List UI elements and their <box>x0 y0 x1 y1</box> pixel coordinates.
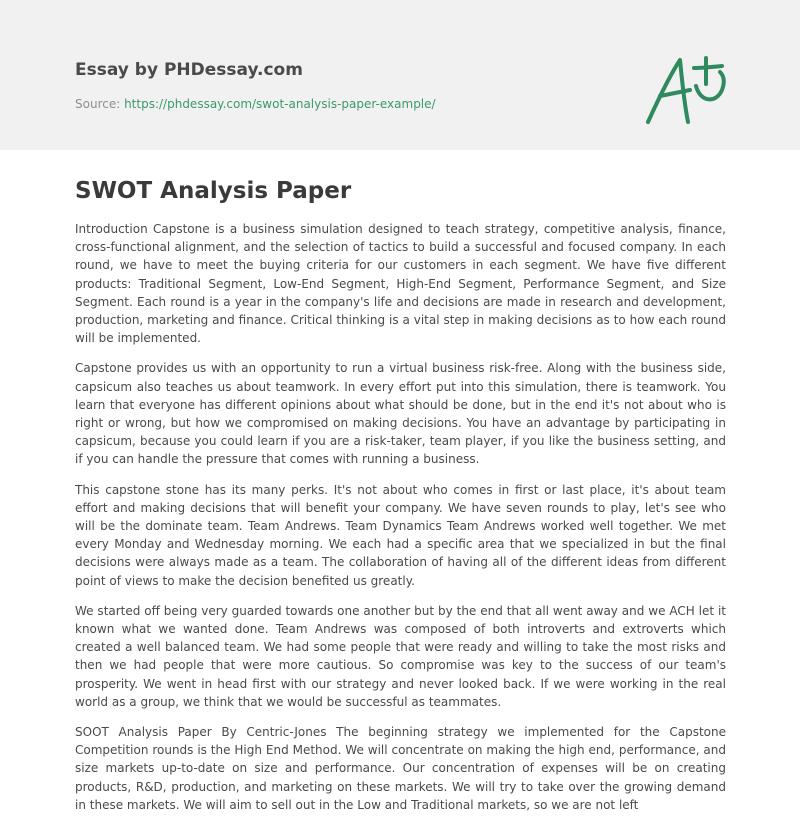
essay-title: SWOT Analysis Paper <box>75 178 352 204</box>
essay-paragraph: SOOT Analysis Paper By Centric-Jones The beginning strategy we implemented for the Capstone Competition rounds is the High End Method. We will concentrate on making the high end, performance, and size markets up-to-date on size and performance. Our concentration of expenses will be on creating products, R&D, production, and marketing on these markets. We will try to take over the growing demand in these markets. We will aim to sell out in the Low and Traditional markets, so we are not left <box>75 725 726 812</box>
essay-paragraph: We started off being very guarded towards one another but by the end that all went away and we ACH let it known what we wanted done. Team Andrews was composed of both introverts and extroverts which created a well balanced team. We had some people that were ready and willing to take the most risks and then we had people that were more cautious. So compromise was key to the success of our team's prosperity. We went in head first with our strategy and never looked back. If we were working in the real world as a group, we think that we would be successful as teammates. <box>75 603 726 709</box>
essay-body <box>75 220 726 826</box>
source-line <box>75 97 436 111</box>
essay-paragraph: Introduction Capstone is a business simulation designed to teach strategy, competitive analysis, finance, cross-functional alignment, and the selection of tactics to build a successful and focused company. In each round, we have to meet the buying criteria for our customers in each segment. We have five different products: Traditional Segment, Low-End Segment, High-End Segment, Performance Segment, and Size Segment. Each round is a year in the company's life and decisions are made in research and development, production, marketing and finance. Critical thinking is a vital step in making decisions as to how each round will be implemented. <box>75 222 726 346</box>
essay-paragraph: This capstone stone has its many perks. It's not about who comes in first or last place, it's about team effort and making decisions that will benefit your company. We have seven rounds to play, let's see who will be the dominate team. Team Andrews. Team Dynamics Team Andrews worked well together. We met every Monday and Wednesday morning. We each had a specific area that we specialized in but the final decisions were always made as a team. The collaboration of having all of the different ideas from different point of views to make the decision benefited us greatly. <box>75 482 726 588</box>
source-link[interactable]: https://phdessay.com/swot-analysis-paper-example/ <box>124 97 436 111</box>
a-plus-logo-icon <box>640 50 730 130</box>
site-title: Essay by PHDessay.com <box>75 60 303 80</box>
source-label: Source: <box>75 97 125 111</box>
essay-paragraph: Capstone provides us with an opportunity to run a virtual business risk-free. Along with the business side, capsicum also teaches us about teamwork. In every effort put into this simulation, there is teamwork. You learn that everyone has different opinions about what should be done, but in the end it's not about who is right or wrong, but how we compromised on making decisions. You have an advantage by participating in capsicum, because you could learn if you are a risk-taker, team player, if you like the business setting, and if you can handle the pressure that comes with running a business. <box>75 361 726 467</box>
page-header <box>0 0 800 150</box>
